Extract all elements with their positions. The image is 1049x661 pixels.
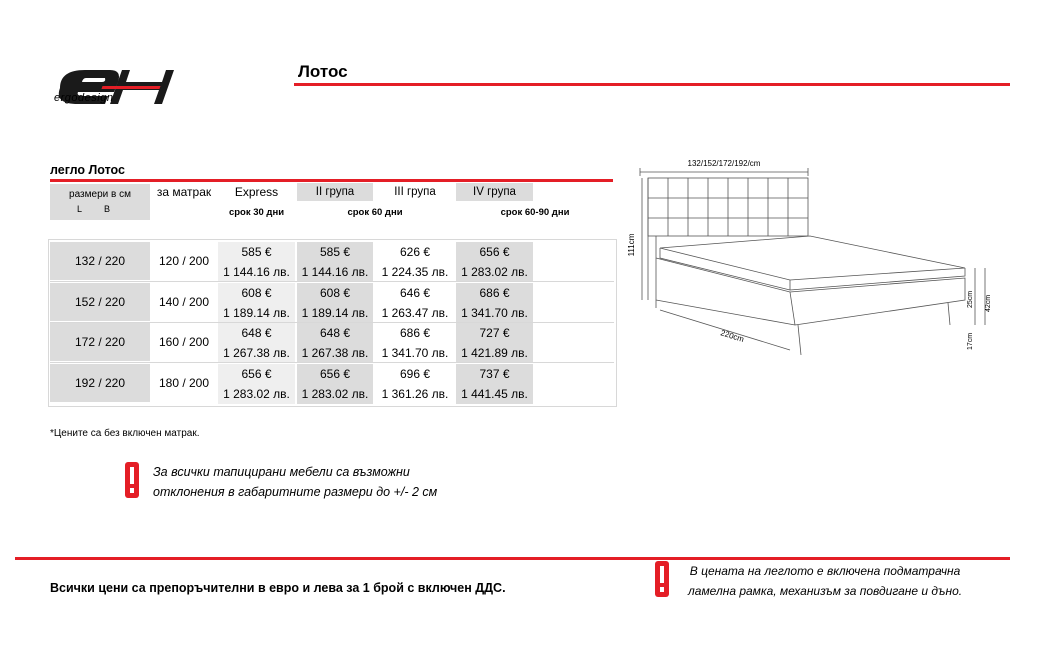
price-bgn: 1 189.14 лв. <box>218 303 295 323</box>
row-mattress: 160 / 200 <box>158 335 210 349</box>
row-mattress: 140 / 200 <box>158 295 210 309</box>
price-bgn: 1 283.02 лв. <box>297 384 373 404</box>
price-eur: 727 € <box>456 323 533 343</box>
price-eur: 656 € <box>218 364 295 384</box>
row-divider <box>50 281 614 282</box>
page-title: Лотос <box>298 62 348 81</box>
leg-dimension-label: 17cm <box>967 332 974 350</box>
size-header-l: L <box>77 204 83 214</box>
row-mattress: 180 / 200 <box>158 376 210 390</box>
price-bgn: 1 283.02 лв. <box>218 384 295 404</box>
included-line-2: ламелна рамка, механизъм за повдигане и дъно. <box>688 584 963 598</box>
price-bgn: 1 267.38 лв. <box>218 343 295 363</box>
price-bgn: 1 224.35 лв. <box>381 265 449 279</box>
tolerance-note <box>153 462 437 502</box>
price-bgn: 1 144.16 лв. <box>297 262 373 282</box>
no-mattress-note: *Цените са без включен матрак. <box>50 428 200 439</box>
size-header-b: B <box>104 204 111 214</box>
price-eur: 656 € <box>456 242 533 262</box>
price-eur: 608 € <box>297 283 373 303</box>
tolerance-line-1: За всички тапицирани мебели са възможни <box>153 465 410 479</box>
included-note <box>688 561 962 601</box>
group-header-express: Express <box>234 185 279 199</box>
exclamation-icon <box>655 561 669 597</box>
price-bgn: 1 441.45 лв. <box>456 384 533 404</box>
price-eur: 686 € <box>456 283 533 303</box>
price-eur: 737 € <box>456 364 533 384</box>
included-line-1: В цената на леглото е включена подматрачна <box>689 564 961 578</box>
term-30: срок 30 дни <box>228 207 285 218</box>
height-dimension-label: 111cm <box>627 233 636 257</box>
row-size: 172 / 220 <box>50 323 150 361</box>
bed-dimension-drawing <box>620 150 1010 360</box>
term-60: срок 60 дни <box>347 207 403 218</box>
logo-subtitle: ergodesign <box>54 92 114 104</box>
price-eur: 585 € <box>218 242 295 262</box>
exclamation-icon <box>125 462 139 498</box>
width-dimension-label: 132/152/172/192/cm <box>687 159 761 168</box>
group-header-4: IV група <box>456 183 533 201</box>
section-title: легло Лотос <box>50 163 125 177</box>
price-bgn: 1 283.02 лв. <box>456 262 533 282</box>
footer-text: Всички цени са препоръчителни в евро и лева за 1 брой с включен ДДС. <box>50 581 506 595</box>
title-underline <box>294 83 1010 86</box>
size-header <box>50 184 150 220</box>
price-eur: 608 € <box>218 283 295 303</box>
price-bgn: 1 421.89 лв. <box>456 343 533 363</box>
length-dimension-label: 220cm <box>719 328 746 344</box>
price-eur: 646 € <box>399 286 431 300</box>
price-bgn: 1 361.26 лв. <box>381 387 449 401</box>
group-header-3: III група <box>394 186 436 198</box>
price-eur: 686 € <box>399 326 431 340</box>
tolerance-line-2: отклонения в габаритните размери до +/- 2 см <box>153 485 438 499</box>
row-size: 132 / 220 <box>50 242 150 280</box>
price-bgn: 1 341.70 лв. <box>381 346 449 360</box>
price-eur: 626 € <box>399 245 431 259</box>
price-bgn: 1 263.47 лв. <box>381 306 449 320</box>
total-dimension-label: 42cm <box>985 294 992 312</box>
price-bgn: 1 189.14 лв. <box>297 303 373 323</box>
size-header-label: размери в см <box>69 189 131 200</box>
group-header-2: II група <box>297 183 373 201</box>
row-divider <box>50 362 614 363</box>
price-bgn: 1 267.38 лв. <box>297 343 373 363</box>
price-eur: 696 € <box>399 367 431 381</box>
footer-divider <box>15 557 1010 560</box>
price-eur: 648 € <box>218 323 295 343</box>
frame-dimension-label: 25cm <box>967 290 974 308</box>
section-underline <box>50 179 613 182</box>
mattress-header: за матрак <box>156 185 212 199</box>
row-mattress: 120 / 200 <box>158 254 210 268</box>
term-60-90: срок 60-90 дни <box>500 207 570 218</box>
row-size: 152 / 220 <box>50 283 150 321</box>
price-eur: 648 € <box>297 323 373 343</box>
price-bgn: 1 144.16 лв. <box>218 262 295 282</box>
price-eur: 656 € <box>297 364 373 384</box>
price-eur: 585 € <box>297 242 373 262</box>
row-size: 192 / 220 <box>50 364 150 402</box>
price-bgn: 1 341.70 лв. <box>456 303 533 323</box>
